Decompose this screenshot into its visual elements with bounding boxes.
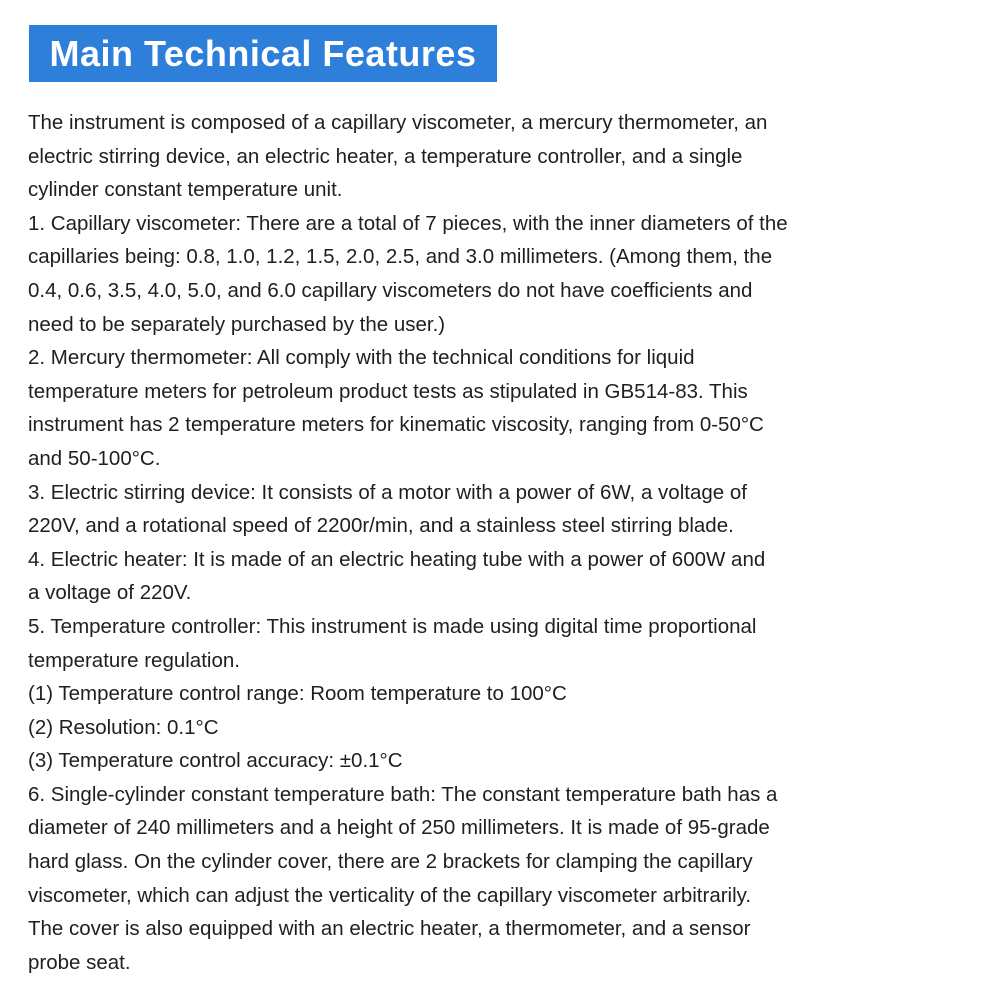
body-line: hard glass. On the cylinder cover, there are 2 brackets for clamping the capillary xyxy=(28,850,753,874)
body-line: The instrument is composed of a capillary viscometer, a mercury thermometer, an xyxy=(28,111,768,134)
body-line: temperature meters for petroleum product tests as stipulated in GB514-83. This xyxy=(28,379,748,403)
body-line: cylinder constant temperature unit. xyxy=(28,178,343,202)
body-line: and 50-100°C. xyxy=(28,446,161,470)
body-line: The cover is also equipped with an electric heater, a thermometer, and a sensor xyxy=(28,917,751,941)
body-line: 0.4, 0.6, 3.5, 4.0, 5.0, and 6.0 capillary viscometers do not have coefficients and xyxy=(28,278,753,302)
body-line: temperature regulation. xyxy=(28,648,240,672)
body-line: 220V, and a rotational speed of 2200r/min, and a stainless steel stirring blade. xyxy=(28,514,734,538)
body-line: 6. Single-cylinder constant temperature bath: The constant temperature bath has a xyxy=(28,782,778,806)
body-line: 4. Electric heater: It is made of an electric heating tube with a power of 600W and xyxy=(28,547,766,571)
section-header-band xyxy=(29,25,497,82)
body-line: 3. Electric stirring device: It consists of a motor with a power of 6W, a voltage of xyxy=(28,480,747,504)
body-line: need to be separately purchased by the user.) xyxy=(28,312,446,336)
description-body xyxy=(28,106,980,979)
body-line: instrument has 2 temperature meters for kinematic viscosity, ranging from 0-50°C xyxy=(28,413,764,437)
body-line: electric stirring device, an electric heater, a temperature controller, and a single xyxy=(28,144,743,168)
body-line: capillaries being: 0.8, 1.0, 1.2, 1.5, 2.0, 2.5, and 3.0 millimeters. (Among them, the xyxy=(28,245,773,269)
body-line: viscometer, which can adjust the verticality of the capillary viscometer arbitrarily. xyxy=(28,883,752,907)
page-title: Main Technical Features xyxy=(49,32,477,74)
body-line: diameter of 240 millimeters and a height of 250 millimeters. It is made of 95-grade xyxy=(28,816,770,840)
body-line: 5. Temperature controller: This instrument is made using digital time proportional xyxy=(28,614,757,638)
body-line: 1. Capillary viscometer: There are a total of 7 pieces, with the inner diameters of the xyxy=(28,211,788,235)
body-line: probe seat. xyxy=(28,950,131,974)
body-line: 2. Mercury thermometer: All comply with the technical conditions for liquid xyxy=(28,346,695,370)
body-line: (3) Temperature control accuracy: ±0.1°C xyxy=(28,749,403,773)
body-line: a voltage of 220V. xyxy=(28,581,192,605)
body-line: (1) Temperature control range: Room temperature to 100°C xyxy=(28,682,567,706)
body-line: (2) Resolution: 0.1°C xyxy=(28,715,219,739)
